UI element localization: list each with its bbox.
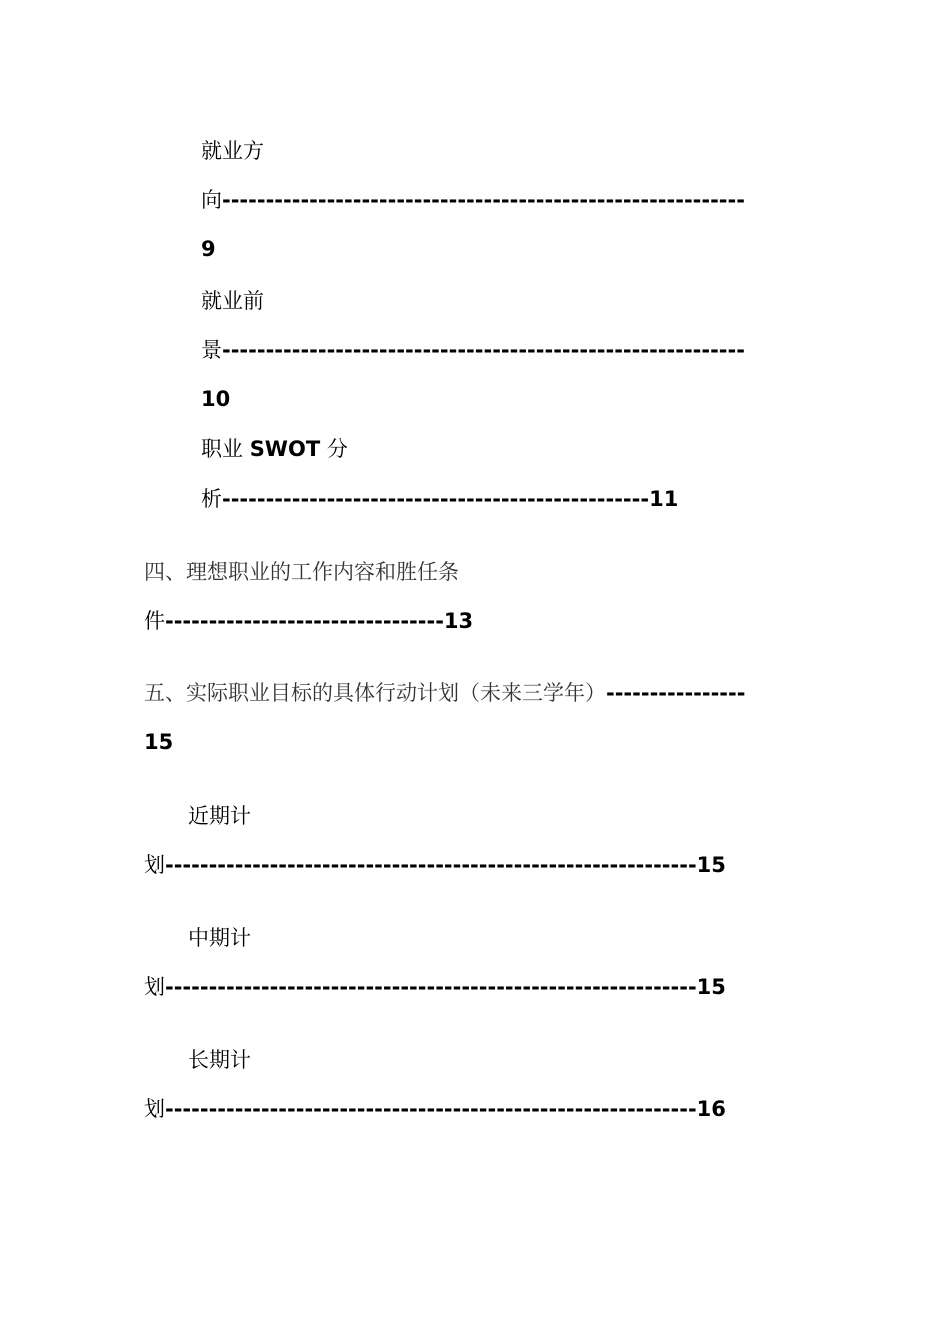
toc-section-four-title [144, 559, 459, 585]
page-number: 9 [201, 237, 216, 261]
toc-text: 中期计 [188, 926, 251, 950]
toc-section-four-leader [144, 608, 473, 634]
dot-leader: ------------------------------------------------------------ [222, 188, 745, 212]
toc-entry-swot-title [201, 436, 348, 462]
page-number: 13 [443, 609, 474, 633]
toc-entry-employment-direction-title [201, 138, 264, 164]
toc-text: 分 [320, 437, 348, 461]
dot-leader: ------------------------------------------------------------ [222, 338, 745, 362]
toc-entry-employment-outlook-title [201, 288, 264, 314]
toc-text: 划 [144, 1097, 165, 1121]
toc-text: 长期计 [188, 1048, 251, 1072]
toc-text: 析 [201, 487, 222, 511]
toc-text: 划 [144, 853, 165, 877]
page-number: 10 [201, 387, 231, 411]
dot-leader: ------------------------------------------------------------- [165, 975, 697, 999]
dot-leader: -------------------------------- [165, 609, 444, 633]
toc-entry-mid-term-title [188, 925, 251, 951]
page-number: 15 [144, 730, 174, 754]
toc-entry-employment-outlook-page [201, 386, 230, 412]
page-number: 15 [696, 853, 726, 877]
toc-text: 就业前 [201, 289, 264, 313]
dot-leader: ---------------- [606, 681, 746, 705]
page-number: 16 [696, 1097, 726, 1121]
toc-section-five-title [144, 680, 745, 706]
toc-entry-short-term-title [188, 803, 251, 829]
dot-leader: ------------------------------------------------- [222, 487, 650, 511]
page-number: 11 [649, 487, 679, 511]
dot-leader: ------------------------------------------------------------- [165, 853, 697, 877]
page-number: 15 [696, 975, 726, 999]
toc-text: 四、理想职业的工作内容和胜任条 [144, 560, 459, 584]
toc-text: 向 [201, 188, 222, 212]
toc-entry-mid-term-leader [144, 974, 726, 1000]
toc-entry-employment-direction-page [201, 236, 216, 262]
toc-text-latin: SWOT [249, 437, 321, 461]
dot-leader: ------------------------------------------------------------- [165, 1097, 697, 1121]
toc-text: 五、实际职业目标的具体行动计划（未来三学年） [144, 681, 606, 705]
toc-entry-long-term-title [188, 1047, 251, 1073]
toc-entry-short-term-leader [144, 852, 726, 878]
toc-section-five-page [144, 729, 173, 755]
toc-entry-long-term-leader [144, 1096, 726, 1122]
toc-entry-employment-direction-leader [201, 187, 745, 213]
toc-text: 件 [144, 609, 165, 633]
toc-text: 就业方 [201, 139, 264, 163]
toc-text: 划 [144, 975, 165, 999]
toc-entry-swot-leader [201, 486, 678, 512]
toc-text: 近期计 [188, 804, 251, 828]
toc-entry-employment-outlook-leader [201, 337, 745, 363]
toc-text: 职业 [201, 437, 250, 461]
toc-text: 景 [201, 338, 222, 362]
